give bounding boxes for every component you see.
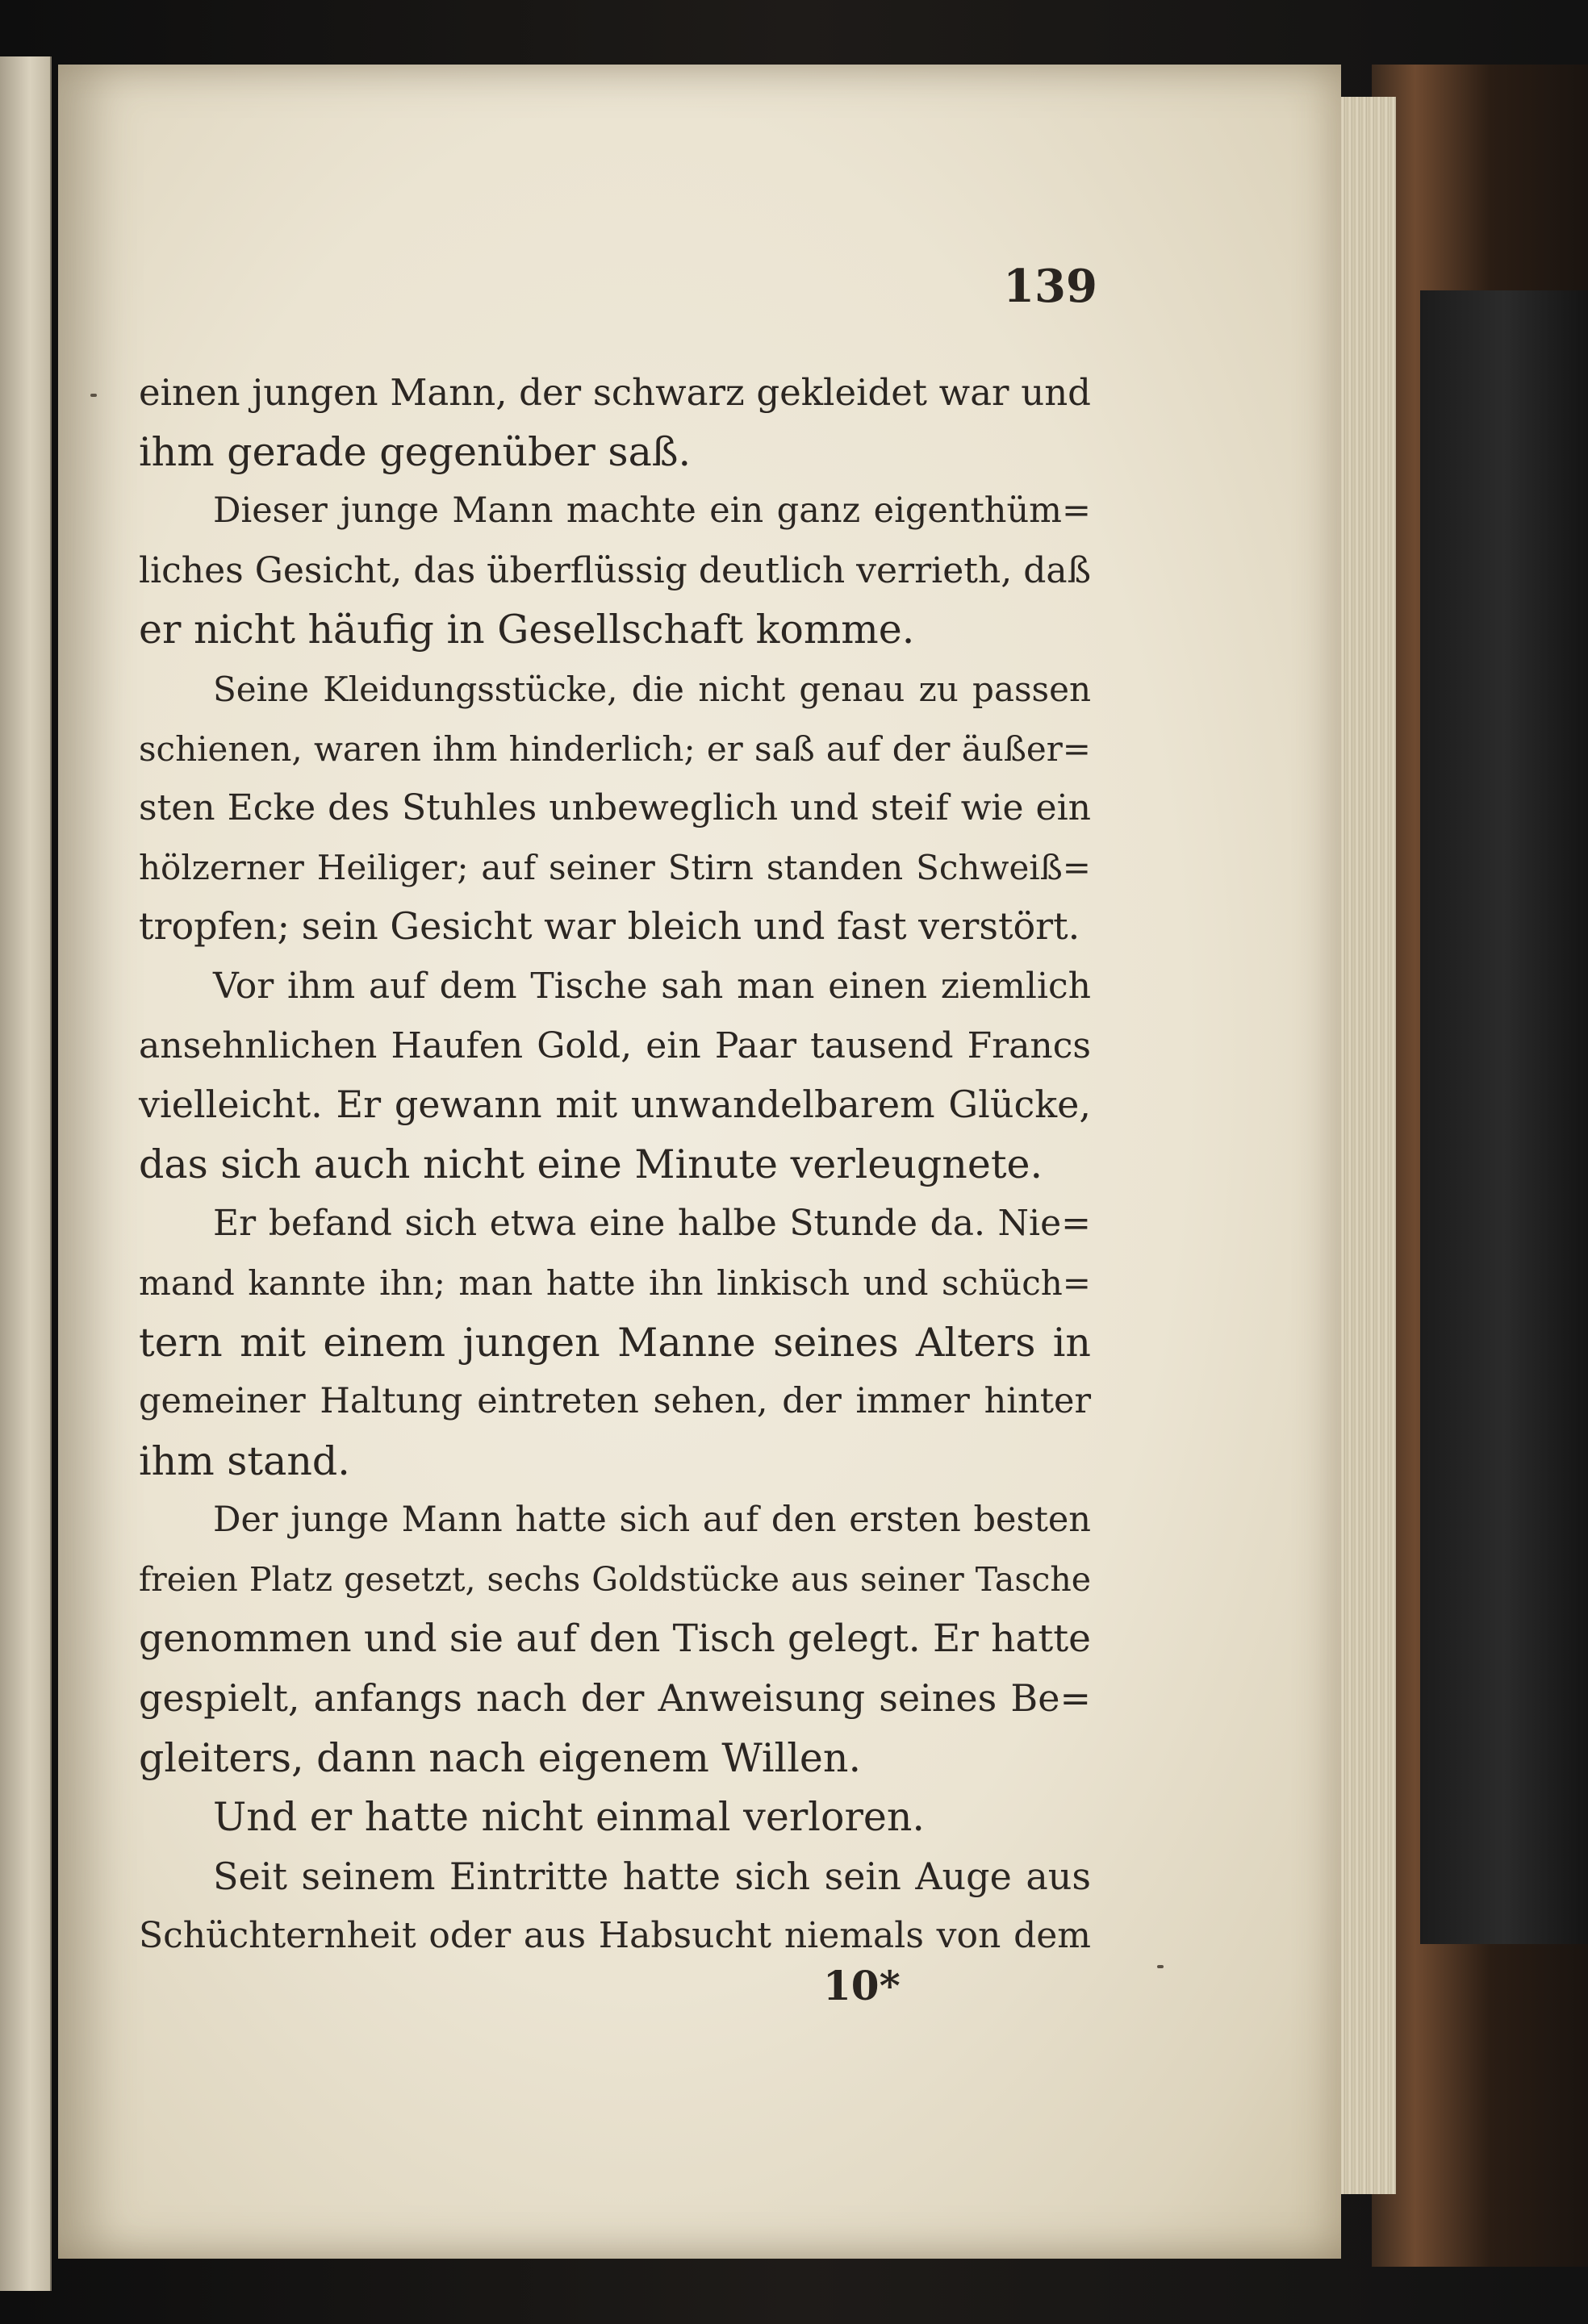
text-line: tropfen; sein Gesicht war bleich und fast verstört. — [139, 904, 1080, 949]
text-line: Seine Kleidungsstücke, die nicht genau zu passen — [213, 669, 1091, 709]
text-line: er nicht häufig in Gesellschaft komme. — [139, 607, 915, 653]
text-line: genommen und sie auf den Tisch gelegt. Er hatte — [139, 1617, 1091, 1662]
text-line: gleiters, dann nach eigenem Willen. — [139, 1734, 862, 1781]
text-line: vielleicht. Er gewann mit unwandelbarem Glücke, — [139, 1083, 1091, 1127]
text-line: Der junge Mann hatte sich auf den ersten besten — [213, 1500, 1091, 1541]
text-line: Er befand sich etwa eine halbe Stunde da. Nie= — [213, 1203, 1091, 1245]
text-line: Und er hatte nicht einmal verloren. — [213, 1794, 925, 1841]
text-line: schienen, waren ihm hinderlich; er saß auf der äußer= — [139, 728, 1091, 769]
text-line: mand kannte ihn; man hatte ihn linkisch und schüch= — [139, 1262, 1091, 1303]
text-line: Schüchternheit oder aus Habsucht niemals von dem — [139, 1915, 1091, 1957]
body-text — [139, 363, 1091, 1966]
text-line: gespielt, anfangs nach der Anweisung seines Be= — [139, 1676, 1091, 1721]
text-line: hölzerner Heiliger; auf seiner Stirn standen Schweiß= — [139, 847, 1091, 887]
text-line: freien Platz gesetzt, sechs Goldstücke aus seiner Tasche — [139, 1559, 1091, 1599]
text-line: ihm gerade gegenüber saß. — [139, 428, 692, 475]
text-line: einen jungen Mann, der schwarz gekleidet war und — [139, 371, 1091, 414]
ink-speck — [90, 394, 97, 397]
text-line: Vor ihm auf dem Tische sah man einen ziemlich — [213, 965, 1091, 1007]
text-line: das sich auch nicht eine Minute verleugnete. — [139, 1141, 1043, 1187]
text-line: tern mit einem jungen Manne seines Alters in — [139, 1319, 1091, 1366]
text-line: ihm stand. — [139, 1437, 350, 1484]
book-cover-leather — [1420, 290, 1588, 1944]
text-line: sten Ecke des Stuhles unbeweglich und steif wie ein — [139, 787, 1091, 829]
text-line: ansehnlichen Haufen Gold, ein Paar tausend Francs — [139, 1024, 1091, 1066]
text-line: Seit seinem Eintritte hatte sich sein Auge aus — [213, 1854, 1091, 1898]
left-page-edge — [0, 56, 52, 2291]
ink-speck — [1157, 1965, 1164, 1968]
page-number: 139 — [1003, 260, 1097, 313]
text-line: gemeiner Haltung eintreten sehen, der immer hinter — [139, 1381, 1091, 1422]
text-line: liches Gesicht, das überflüssig deutlich verrieth, daß — [139, 549, 1092, 591]
text-line: Dieser junge Mann machte ein ganz eigenthüm= — [213, 490, 1091, 532]
signature-mark: 10* — [823, 1962, 901, 2009]
